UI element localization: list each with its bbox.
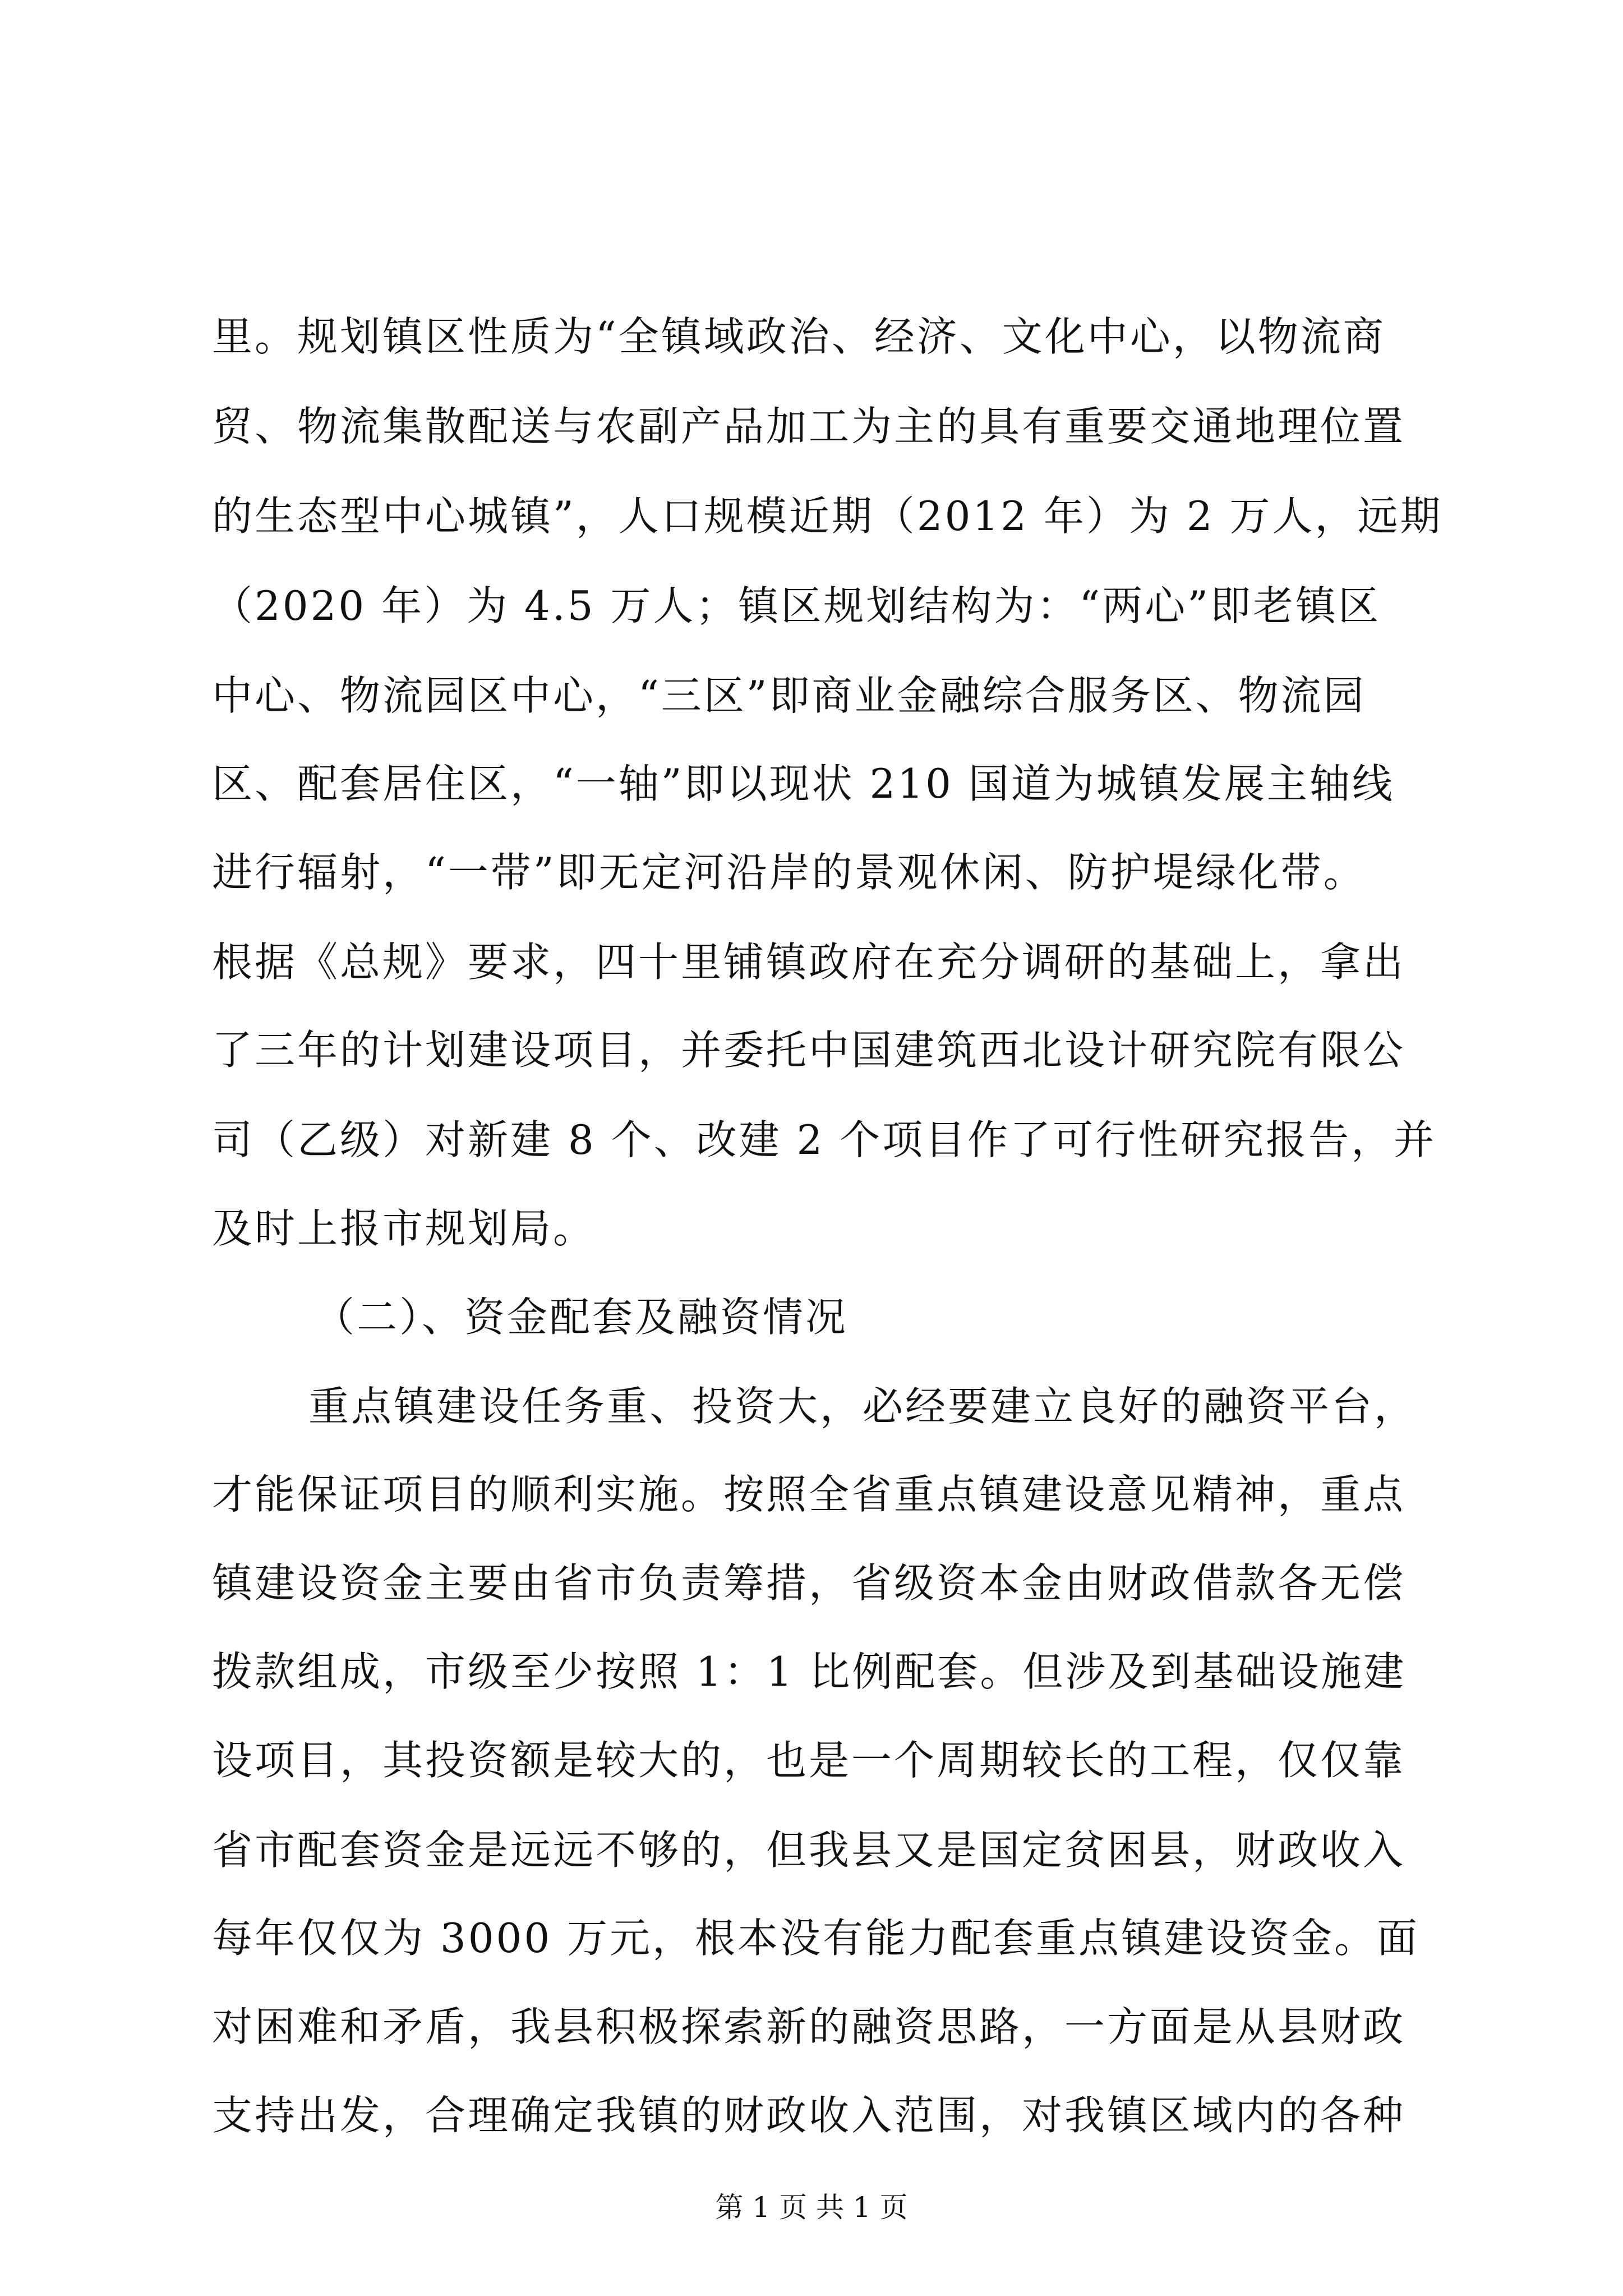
paragraph-line: 的生态型中心城镇”，人口规模近期（2012 年）为 2 万人，远期 (212, 493, 1443, 540)
paragraph-line: 里。规划镇区性质为“全镇域政治、经济、文化中心，以物流商 (212, 313, 1386, 360)
paragraph-line: 区、配套居住区，“一轴”即以现状 210 国道为城镇发展主轴线 (212, 760, 1395, 807)
paragraph-line: 才能保证项目的顺利实施。按照全省重点镇建设意见精神，重点 (212, 1471, 1406, 1518)
paragraph-line: 根据《总规》要求，四十里铺镇政府在充分调研的基础上，拿出 (212, 938, 1406, 986)
page-footer: 第 1 页 共 1 页 (715, 2191, 908, 2224)
paragraph-line: 及时上报市规划局。 (212, 1205, 596, 1252)
paragraph-line: 贸、物流集散配送与农副产品加工为主的具有重要交通地理位置 (212, 403, 1406, 450)
paragraph-line: 镇建设资金主要由省市负责筹措，省级资本金由财政借款各无偿 (212, 1559, 1406, 1607)
paragraph-line: 省市配套资金是远远不够的，但我县又是国定贫困县，财政收入 (212, 1826, 1406, 1874)
paragraph-line: 重点镇建设任务重、投资大，必经要建立良好的融资平台， (308, 1383, 1417, 1430)
paragraph-line: 中心、物流园区中心，“三区”即商业金融综合服务区、物流园 (212, 672, 1366, 719)
paragraph-line: 进行辐射，“一带”即无定河沿岸的景观休闲、防护堤绿化带。 (212, 849, 1366, 896)
paragraph-line: 每年仅仅为 3000 万元，根本没有能力配套重点镇建设资金。面 (212, 1915, 1420, 1962)
paragraph-line: 支持出发，合理确定我镇的财政收入范围，对我镇区域内的各种 (212, 2092, 1406, 2139)
paragraph-line: 了三年的计划建设项目，并委托中国建筑西北设计研究院有限公 (212, 1027, 1406, 1074)
paragraph-line: 拨款组成，市级至少按照 1：1 比例配套。但涉及到基础设施建 (212, 1648, 1407, 1695)
paragraph-line: 对困难和矛盾，我县积极探索新的融资思路，一方面是从县财政 (212, 2003, 1406, 2050)
section-heading: （二）、资金配套及融资情况 (314, 1294, 849, 1341)
paragraph-line: 设项目，其投资额是较大的，也是一个周期较长的工程，仅仅靠 (212, 1737, 1406, 1784)
paragraph-line: （2020 年）为 4.5 万人；镇区规划结构为：“两心”即老镇区 (212, 582, 1381, 629)
paragraph-line: 司（乙级）对新建 8 个、改建 2 个项目作了可行性研究报告，并 (212, 1116, 1437, 1163)
